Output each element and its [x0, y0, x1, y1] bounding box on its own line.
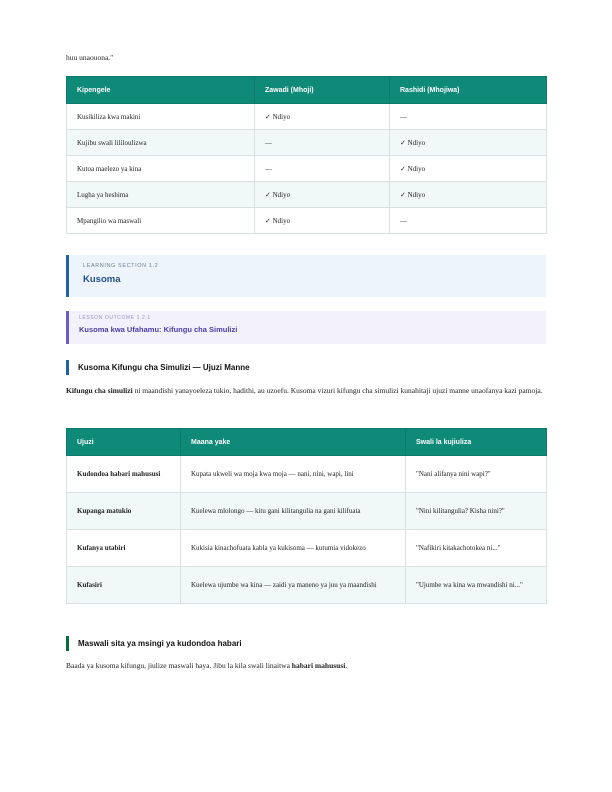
- table-cell: Kuelewa ujumbe wa kina — zaidi ya maneno ya juu ya maandishi: [181, 567, 406, 604]
- paragraph-text: ni maandishi yanayoeleza tukio, hadithi, au uzoefu. Kusoma vizuri kifungu cha simulizi kunahitaji ujuzi manne unaofanya kazi pamoja.: [132, 386, 543, 395]
- table-cell: Kusikiliza kwa makini: [67, 104, 255, 130]
- reading-skills-table: [66, 428, 547, 604]
- outcome-kicker: LESSON OUTCOME 1.2.1: [79, 315, 151, 321]
- table-row: [67, 182, 547, 208]
- table-cell: ✓ Ndiyo: [255, 208, 390, 234]
- outcome-title: Kusoma kwa Ufahamu: Kifungu cha Simulizi: [79, 325, 238, 334]
- paragraph-end: .: [345, 661, 348, 670]
- table-row: [67, 456, 547, 493]
- table-cell: Kutoa maelezo ya kina: [67, 156, 255, 182]
- table-cell: Lugha ya heshima: [67, 182, 255, 208]
- table-cell: "Nini kilitangulia? Kisha nini?": [406, 493, 547, 530]
- table-cell: ✓ Ndiyo: [255, 182, 390, 208]
- table-cell: Kudondoa habari mahususi: [67, 456, 181, 493]
- column-header: Kipengele: [67, 77, 255, 104]
- table-cell: ✓ Ndiyo: [255, 104, 390, 130]
- table-cell: Kufanya utabiri: [67, 530, 181, 567]
- table-cell: —: [390, 104, 547, 130]
- column-header: Ujuzi: [67, 429, 181, 456]
- lesson-outcome-banner: [66, 311, 546, 344]
- table-row: [67, 130, 547, 156]
- table-cell: —: [255, 130, 390, 156]
- table-cell: Kukisia kinachofuata kabla ya kukisoma — kutumia vidokezo: [181, 530, 406, 567]
- bold-term: habari mahususi: [291, 661, 346, 670]
- table-row: [67, 567, 547, 604]
- column-header: Maana yake: [181, 429, 406, 456]
- paragraph-instructions: [66, 658, 546, 673]
- section-title: Kusoma: [83, 274, 121, 285]
- table-cell: —: [255, 156, 390, 182]
- table-row: [67, 493, 547, 530]
- table-cell: Kupata ukweli wa moja kwa moja — nani, nini, wapi, lini: [181, 456, 406, 493]
- paragraph-text: Baada ya kusoma kifungu, jiulize maswali haya. Jibu la kila swali linaitwa: [66, 661, 292, 670]
- table-cell: ✓ Ndiyo: [390, 156, 547, 182]
- column-header: Rashidi (Mhojiwa): [390, 77, 547, 104]
- column-header: Zawadi (Mhoji): [255, 77, 390, 104]
- table-row: [67, 208, 547, 234]
- paragraph-intro: [66, 383, 546, 398]
- learning-section-banner: [66, 255, 546, 297]
- subheading-skills: Kusoma Kifungu cha Simulizi — Ujuzi Manne: [66, 360, 546, 375]
- interview-comparison-table: [66, 76, 547, 234]
- table-cell: ✓ Ndiyo: [390, 130, 547, 156]
- table-cell: Kupanga matukio: [67, 493, 181, 530]
- intro-line: huu unaouona.": [66, 53, 114, 62]
- table-cell: Kujibu swali lililoulizwa: [67, 130, 255, 156]
- table-cell: Kuelewa mlolongo — kitu gani kilitangulia na gani kilifuata: [181, 493, 406, 530]
- bold-term: Kifungu cha simulizi: [66, 386, 133, 395]
- table-cell: —: [390, 208, 547, 234]
- table-row: [67, 156, 547, 182]
- column-header: Swali la kujiuliza: [406, 429, 547, 456]
- table-cell: ✓ Ndiyo: [390, 182, 547, 208]
- table-row: [67, 104, 547, 130]
- table-header-row: [67, 429, 547, 456]
- table-cell: "Nani alifanya nini wapi?": [406, 456, 547, 493]
- section-kicker: LEARNING SECTION 1.2: [83, 263, 159, 269]
- table-cell: Kufasiri: [67, 567, 181, 604]
- table-cell: "Ujumbe wa kina wa mwandishi ni...": [406, 567, 547, 604]
- subheading-questions: Maswali sita ya msingi ya kudondoa habari: [66, 636, 546, 651]
- table-cell: "Nafikiri kitakachotokea ni...": [406, 530, 547, 567]
- table-cell: Mpangilio wa maswali: [67, 208, 255, 234]
- table-header-row: [67, 77, 547, 104]
- table-row: [67, 530, 547, 567]
